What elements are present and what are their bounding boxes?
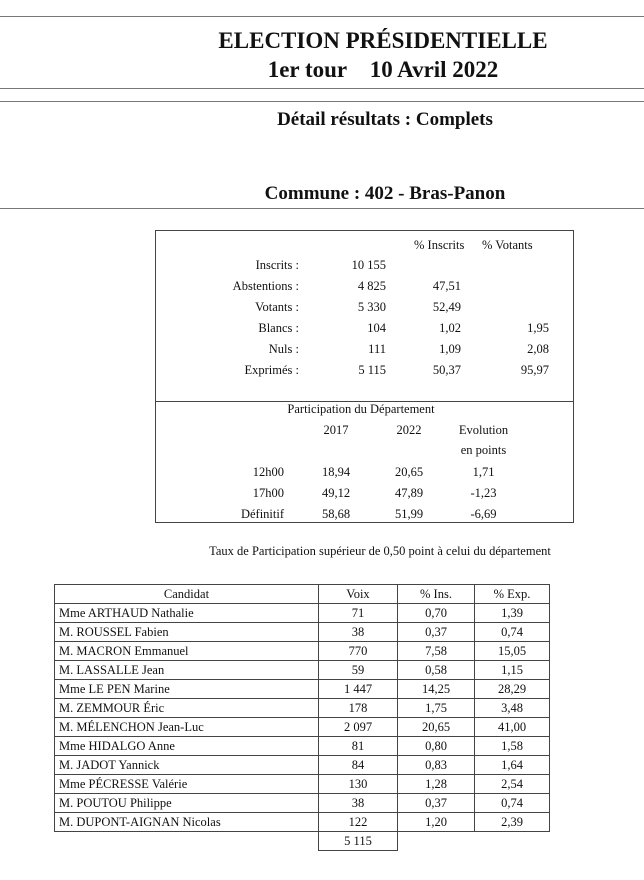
participation-2022: 51,99 xyxy=(394,507,424,521)
candidate-voix: 81 xyxy=(319,737,398,756)
candidate-voix: 1 447 xyxy=(319,680,398,699)
total-spacer xyxy=(398,832,475,851)
candidate-pct-exp: 1,64 xyxy=(475,756,550,775)
total-voix: 5 115 xyxy=(319,832,398,851)
candidate-voix: 178 xyxy=(319,699,398,718)
candidate-name: Mme PÉCRESSE Valérie xyxy=(55,775,319,794)
summary-value: 5 330 xyxy=(357,300,386,314)
header-pct-ins: % Ins. xyxy=(398,585,475,604)
participation-note: Taux de Participation supérieur de 0,50 point à celui du département xyxy=(209,544,551,558)
summary-label: Abstentions : xyxy=(232,279,299,293)
participation-title: Participation du Département xyxy=(287,402,435,416)
candidate-name: M. DUPONT-AIGNAN Nicolas xyxy=(55,813,319,832)
candidate-pct-ins: 0,83 xyxy=(398,756,475,775)
round-and-date xyxy=(0,57,644,83)
candidate-pct-ins: 1,75 xyxy=(398,699,475,718)
round-label: 1er tour xyxy=(267,57,347,82)
table-row xyxy=(55,661,550,680)
candidate-pct-exp: 15,05 xyxy=(475,642,550,661)
total-row xyxy=(55,832,550,851)
candidate-pct-ins: 1,20 xyxy=(398,813,475,832)
summary-pct-votants: 95,97 xyxy=(520,363,549,377)
participation-evolution: 1,71 xyxy=(472,465,495,479)
table-row xyxy=(55,699,550,718)
candidate-pct-ins: 7,58 xyxy=(398,642,475,661)
candidate-pct-ins: 1,28 xyxy=(398,775,475,794)
candidate-pct-exp: 2,54 xyxy=(475,775,550,794)
participation-evolution: -6,69 xyxy=(470,507,497,521)
candidate-pct-exp: 28,29 xyxy=(475,680,550,699)
col-header-2017: 2017 xyxy=(323,423,349,437)
candidate-voix: 84 xyxy=(319,756,398,775)
page-title: ELECTION PRÉSIDENTIELLE xyxy=(218,28,548,53)
table-row xyxy=(55,756,550,775)
summary-pct-inscrits: 50,37 xyxy=(432,363,461,377)
detail-heading: Détail résultats : Complets xyxy=(277,109,493,130)
summary-label: Blancs : xyxy=(258,321,299,335)
table-row xyxy=(55,737,550,756)
summary-pct-votants: 2,08 xyxy=(527,342,549,356)
table-row xyxy=(55,813,550,832)
summary-value: 104 xyxy=(367,321,386,335)
participation-label: Définitif xyxy=(240,507,284,521)
candidate-name: Mme ARTHAUD Nathalie xyxy=(55,604,319,623)
candidates-header-row xyxy=(55,585,550,604)
candidate-pct-ins: 0,37 xyxy=(398,623,475,642)
header-pct-exp: % Exp. xyxy=(475,585,550,604)
col-header-evolution: Evolution xyxy=(458,423,509,437)
table-row xyxy=(55,623,550,642)
summary-pct-inscrits: 47,51 xyxy=(432,279,461,293)
table-row xyxy=(55,775,550,794)
rule-mid-1 xyxy=(0,88,644,89)
col-header-pct-votants: % Votants xyxy=(482,238,533,252)
participation-label: 17h00 xyxy=(252,486,284,500)
candidates-table xyxy=(54,584,550,851)
table-row xyxy=(55,680,550,699)
summary-value: 4 825 xyxy=(357,279,386,293)
candidate-voix: 59 xyxy=(319,661,398,680)
participation-2022: 20,65 xyxy=(394,465,424,479)
candidate-pct-exp: 0,74 xyxy=(475,623,550,642)
col-header-pct-inscrits: % Inscrits xyxy=(414,238,465,252)
candidate-voix: 38 xyxy=(319,623,398,642)
candidate-name: M. JADOT Yannick xyxy=(55,756,319,775)
candidate-pct-ins: 0,58 xyxy=(398,661,475,680)
candidate-voix: 2 097 xyxy=(319,718,398,737)
col-header-evolution-unit: en points xyxy=(460,443,507,457)
candidate-pct-exp: 2,39 xyxy=(475,813,550,832)
candidate-pct-ins: 0,37 xyxy=(398,794,475,813)
candidate-name: M. MÉLENCHON Jean-Luc xyxy=(55,718,319,737)
col-header-2022: 2022 xyxy=(396,423,422,437)
summary-label: Inscrits : xyxy=(255,258,299,272)
candidate-pct-exp: 1,39 xyxy=(475,604,550,623)
candidate-voix: 122 xyxy=(319,813,398,832)
summary-pct-inscrits: 52,49 xyxy=(432,300,461,314)
header-candidat: Candidat xyxy=(55,585,319,604)
summary-pct-inscrits: 1,09 xyxy=(439,342,461,356)
candidates-body xyxy=(55,604,550,851)
participation-2017: 18,94 xyxy=(321,465,351,479)
participation-2022: 47,89 xyxy=(394,486,424,500)
candidate-pct-exp: 3,48 xyxy=(475,699,550,718)
summary-value: 5 115 xyxy=(358,363,386,377)
candidate-name: Mme LE PEN Marine xyxy=(55,680,319,699)
candidate-name: M. ZEMMOUR Éric xyxy=(55,699,319,718)
summary-label: Exprimés : xyxy=(244,363,299,377)
candidate-voix: 130 xyxy=(319,775,398,794)
rule-commune xyxy=(0,208,644,209)
total-spacer xyxy=(475,832,550,851)
candidate-voix: 770 xyxy=(319,642,398,661)
summary-value: 111 xyxy=(368,342,386,356)
summary-label: Nuls : xyxy=(268,342,299,356)
summary-pct-inscrits: 1,02 xyxy=(439,321,461,335)
candidate-pct-exp: 0,74 xyxy=(475,794,550,813)
candidate-name: M. MACRON Emmanuel xyxy=(55,642,319,661)
candidate-name: M. LASSALLE Jean xyxy=(55,661,319,680)
results-summary-box xyxy=(155,230,574,523)
participation-2017: 58,68 xyxy=(321,507,351,521)
table-row xyxy=(55,794,550,813)
candidate-voix: 71 xyxy=(319,604,398,623)
participation-evolution: -1,23 xyxy=(470,486,497,500)
participation-2017: 49,12 xyxy=(321,486,351,500)
candidate-voix: 38 xyxy=(319,794,398,813)
candidate-name: M. ROUSSEL Fabien xyxy=(55,623,319,642)
summary-pct-votants: 1,95 xyxy=(527,321,549,335)
rule-mid-2 xyxy=(0,101,644,102)
rule-top xyxy=(0,16,644,17)
summary-value: 10 155 xyxy=(351,258,386,272)
candidate-pct-exp: 1,15 xyxy=(475,661,550,680)
table-row xyxy=(55,604,550,623)
candidate-pct-exp: 41,00 xyxy=(475,718,550,737)
participation-label: 12h00 xyxy=(252,465,284,479)
header-voix: Voix xyxy=(319,585,398,604)
candidate-pct-exp: 1,58 xyxy=(475,737,550,756)
election-date: 10 Avril 2022 xyxy=(369,57,499,82)
candidate-name: M. POUTOU Philippe xyxy=(55,794,319,813)
table-row xyxy=(55,718,550,737)
commune-heading: Commune : 402 - Bras-Panon xyxy=(264,183,506,204)
candidate-pct-ins: 20,65 xyxy=(398,718,475,737)
candidate-pct-ins: 0,80 xyxy=(398,737,475,756)
candidate-pct-ins: 14,25 xyxy=(398,680,475,699)
table-row xyxy=(55,642,550,661)
summary-label: Votants : xyxy=(255,300,299,314)
candidate-name: Mme HIDALGO Anne xyxy=(55,737,319,756)
candidate-pct-ins: 0,70 xyxy=(398,604,475,623)
total-spacer xyxy=(55,832,319,851)
